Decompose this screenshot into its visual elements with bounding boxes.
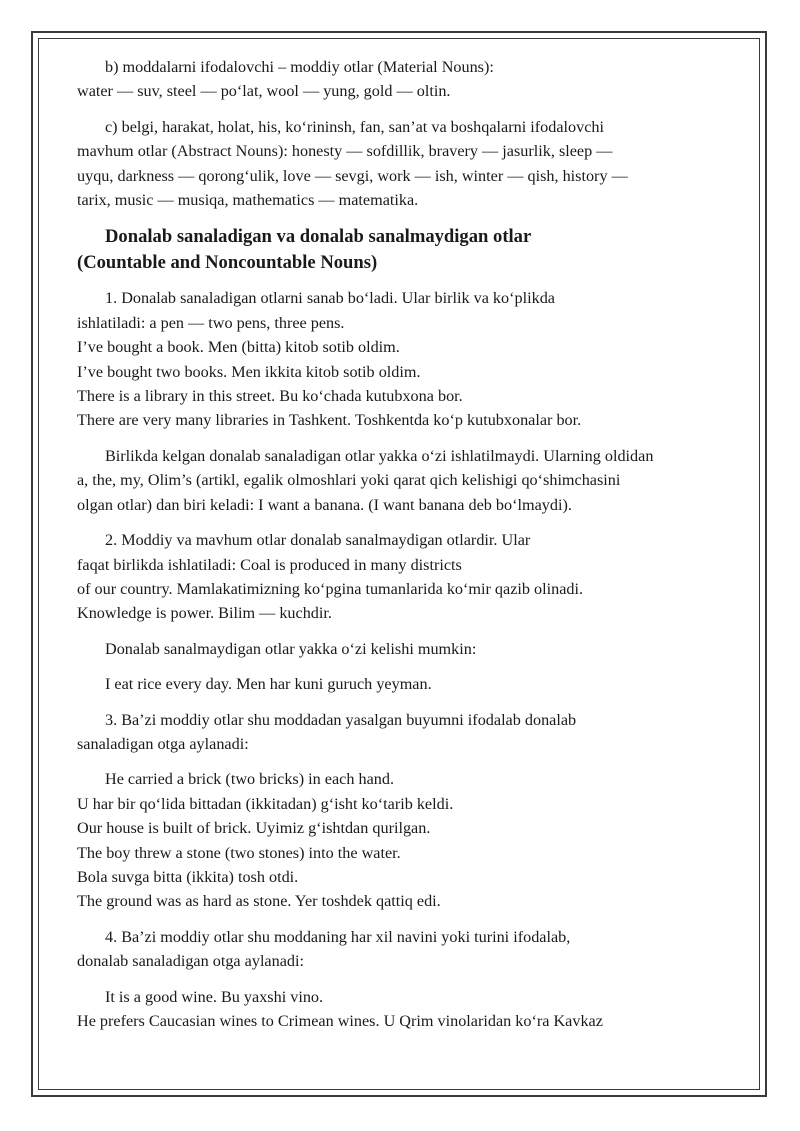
paragraph <box>77 444 747 517</box>
text-line: Our house is built of brick. Uyimiz g‘ishtdan qurilgan. <box>77 819 431 838</box>
paragraph <box>77 637 747 661</box>
text-line: It is a good wine. Bu yaxshi vino. <box>105 987 324 1006</box>
paragraph <box>77 925 747 974</box>
text-line: Bola suvga bitta (ikkita) tosh otdi. <box>77 867 299 886</box>
text-line: The ground was as hard as stone. Yer toshdek qattiq edi. <box>77 892 441 911</box>
text-line: U har bir qo‘lida bittadan (ikkitadan) g‘isht ko‘tarib keldi. <box>77 794 454 813</box>
text-line: of our country. Mamlakatimizning ko‘pgina tumanlarida ko‘mir qazib olinadi. <box>77 579 584 598</box>
text-line: There is a library in this street. Bu ko‘chada kutubxona bor. <box>77 387 463 406</box>
text-line: water — suv, steel — po‘lat, wool — yung, gold — oltin. <box>77 82 451 101</box>
section-heading <box>77 224 747 276</box>
text-line: donalab sanaladigan otga aylanadi: <box>77 952 304 971</box>
text-line: sanaladigan otga aylanadi: <box>77 734 249 753</box>
heading-line: (Countable and Noncountable Nouns) <box>77 252 378 274</box>
text-line: I eat rice every day. Men har kuni guruch yeyman. <box>105 675 432 694</box>
text-line: Knowledge is power. Bilim — kuchdir. <box>77 604 332 623</box>
paragraph <box>77 528 747 626</box>
document-body <box>77 55 747 1044</box>
text-line: Donalab sanalmaydigan otlar yakka o‘zi kelishi mumkin: <box>105 639 477 658</box>
text-line: mavhum otlar (Abstract Nouns): honesty — sofdillik, bravery — jasurlik, sleep — <box>77 142 613 161</box>
text-line: 3. Ba’zi moddiy otlar shu moddadan yasalgan buyumni ifodalab donalab <box>105 710 577 729</box>
text-line: olgan otlar) dan biri keladi: I want a banana. (I want banana deb bo‘lmaydi). <box>77 495 572 514</box>
text-line: a, the, my, Olim’s (artikl, egalik olmoshlari yoki qarat qich kelishigi qo‘shimchasini <box>77 471 621 490</box>
text-line: 1. Donalab sanaladigan otlarni sanab bo‘ladi. Ular birlik va ko‘plikda <box>105 289 555 308</box>
text-line: I’ve bought a book. Men (bitta) kitob sotib oldim. <box>77 338 400 357</box>
text-line: There are very many libraries in Tashkent. Toshkentda ko‘p kutubxonalar bor. <box>77 411 582 430</box>
paragraph <box>77 55 747 104</box>
text-line: ishlatiladi: a pen — two pens, three pens. <box>77 313 345 332</box>
text-line: He carried a brick (two bricks) in each hand. <box>105 770 394 789</box>
text-line: uyqu, darkness — qorong‘ulik, love — sevgi, work — ish, winter — qish, history — <box>77 166 628 185</box>
text-line: b) moddalarni ifodalovchi – moddiy otlar (Material Nouns): <box>105 58 494 76</box>
text-line: c) belgi, harakat, holat, his, ko‘rininsh, fan, san’at va boshqalarni ifodalovchi <box>105 117 604 136</box>
paragraph <box>77 767 747 913</box>
text-line: faqat birlikda ishlatiladi: Coal is produced in many districts <box>77 555 462 574</box>
text-line: The boy threw a stone (two stones) into the water. <box>77 843 401 862</box>
text-line: I’ve bought two books. Men ikkita kitob sotib oldim. <box>77 362 421 381</box>
paragraph <box>77 985 747 1034</box>
paragraph <box>77 115 747 213</box>
text-line: 2. Moddiy va mavhum otlar donalab sanalmaydigan otlardir. Ular <box>105 531 531 550</box>
paragraph <box>77 672 747 696</box>
text-line: Birlikda kelgan donalab sanaladigan otlar yakka o‘zi ishlatilmaydi. Ularning oldidan <box>105 446 654 465</box>
paragraph <box>77 286 747 432</box>
paragraph <box>77 708 747 757</box>
heading-line: Donalab sanaladigan va donalab sanalmaydigan otlar <box>105 226 532 248</box>
text-line: 4. Ba’zi moddiy otlar shu moddaning har xil navini yoki turini ifodalab, <box>105 927 571 946</box>
text-line: tarix, music — musiqa, mathematics — matematika. <box>77 191 419 210</box>
text-line: He prefers Caucasian wines to Crimean wines. U Qrim vinolaridan ko‘ra Kavkaz <box>77 1012 603 1030</box>
